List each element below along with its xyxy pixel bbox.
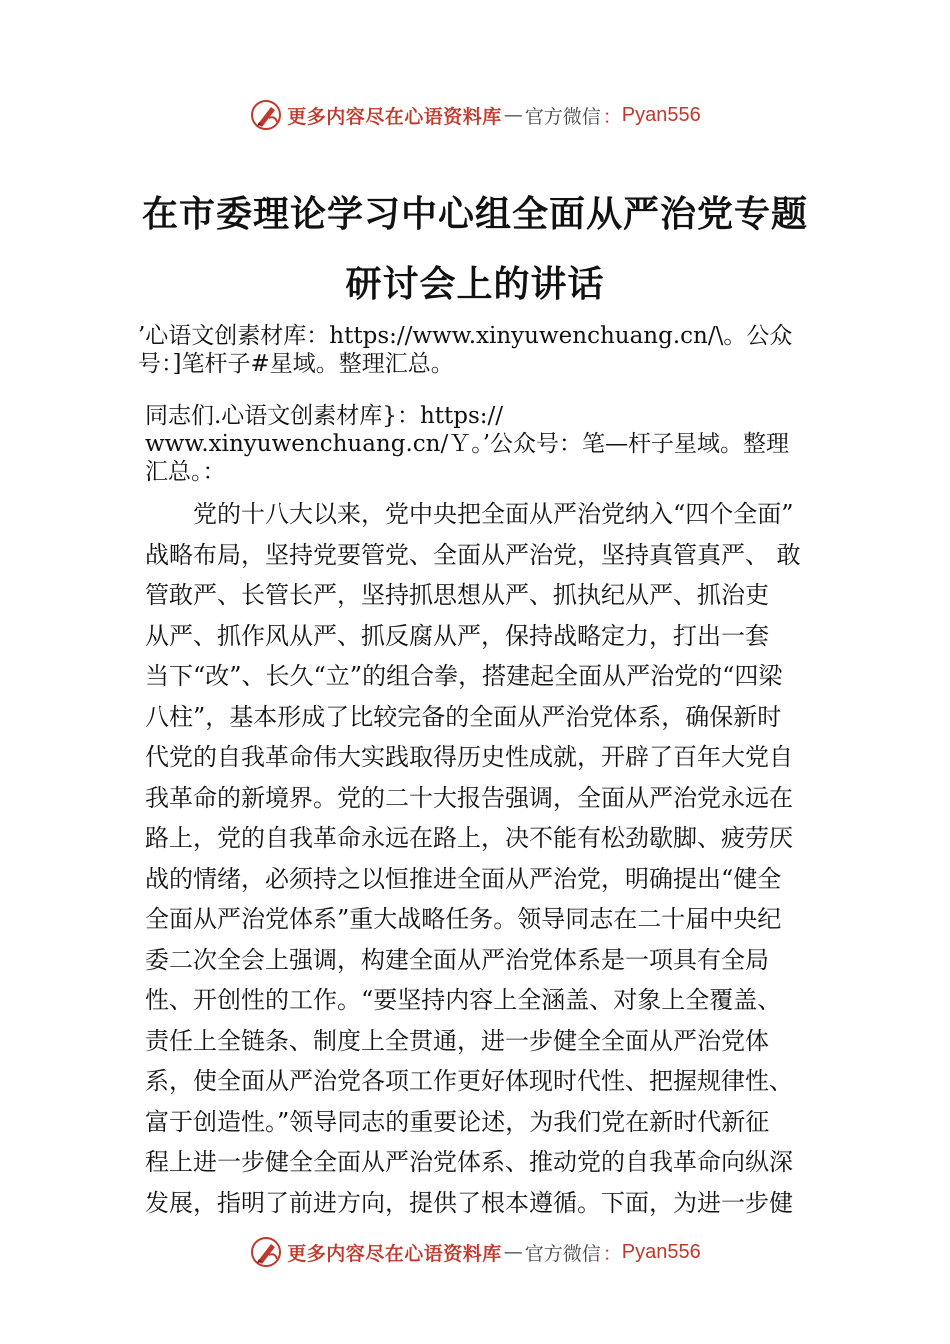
source-note-2: [145, 402, 789, 486]
body-line: 当下“改”、长久“立”的组合拳，搭建起全面从严治党的“四梁: [145, 662, 783, 690]
source-note-1: [138, 322, 792, 378]
document-title-line-1: 在市委理论学习中心组全面从严治党专题: [141, 193, 808, 235]
pen-logo-icon: [249, 1235, 283, 1269]
body-line: 责任上全链条、制度上全贯通，进一步健全全面从严治党体: [145, 1026, 769, 1055]
body-line: 系，使全面从严治党各项工作更好体现时代性、把握规律性、: [145, 1067, 793, 1095]
body-line: 战的情绪，必须持之以恒推进全面从严治党，明确提出“健全: [145, 864, 782, 893]
source-note-2-line-3: 汇总。：: [145, 459, 226, 485]
body-line: 发展，指明了前进方向，提供了根本遵循。下面，为进一步健: [145, 1188, 793, 1217]
body-line: 八柱”，基本形成了比较完备的全面从严治党体系，确保新时: [145, 702, 782, 731]
pen-logo-icon: [249, 98, 283, 132]
banner-label: 官方微信: [524, 1242, 601, 1265]
footer-banner: [0, 1232, 950, 1272]
source-note-1-line-2: 号：]笔杆子#星域。整理汇总。: [138, 351, 454, 377]
body-line: 管敢严、长管长严，坚持抓思想从严、抓执纪从严、抓治吏: [145, 581, 769, 609]
source-note-2-line-1: 同志们.心语文创素材库}：https://: [145, 403, 504, 429]
body-line: 路上，党的自我革命永远在路上，决不能有松劲歇脚、疲劳厌: [145, 824, 793, 852]
banner-separator: —: [503, 104, 523, 126]
body-line: 我革命的新境界。党的二十大报告强调，全面从严治党永远在: [145, 783, 793, 812]
banner-colon: ：: [602, 105, 622, 128]
body-line: 性、开创性的工作。“要坚持内容上全涵盖、对象上全覆盖、: [145, 986, 782, 1014]
banner-text: 更多内容尽在心语资料库: [287, 105, 502, 128]
header-banner: [0, 95, 950, 135]
banner-separator: —: [503, 1241, 523, 1263]
body-line: 从严、抓作风从严、抓反腐从严，保持战略定力，打出一套: [145, 621, 769, 650]
body-line: 程上进一步健全全面从严治党体系、推动党的自我革命向纵深: [145, 1148, 793, 1176]
banner-text: 更多内容尽在心语资料库: [287, 1242, 502, 1265]
body-line: 党的十八大以来，党中央把全面从严治党纳入“四个全面”: [145, 500, 794, 528]
banner-wechat-id: Pyan556: [621, 103, 701, 126]
source-note-2-line-2: www.xinyuwenchuang.cn/Ｙ。’公众号：笔—杆子星域。整理: [145, 431, 790, 457]
body-line: 战略布局，坚持党要管党、全面从严治党，坚持真管真严、 敢: [145, 540, 801, 569]
body-line: 代党的自我革命伟大实践取得历史性成就，开辟了百年大党自: [145, 743, 793, 771]
body-paragraph: [145, 494, 825, 1223]
banner-colon: ：: [602, 1242, 622, 1265]
banner-label: 官方微信: [524, 105, 601, 128]
body-line: 全面从严治党体系”重大战略任务。领导同志在二十届中央纪: [145, 905, 782, 933]
body-line: 委二次全会上强调，构建全面从严治党体系是一项具有全局: [145, 945, 769, 974]
document-title-line-2: 研讨会上的讲话: [345, 263, 605, 305]
source-note-1-line-1: ’心语文创素材库：https://www.xinyuwenchuang.cn/\。公众: [138, 323, 793, 349]
body-line: 富于创造性。”领导同志的重要论述，为我们党在新时代新征: [145, 1107, 770, 1136]
banner-wechat-id: Pyan556: [621, 1240, 701, 1263]
